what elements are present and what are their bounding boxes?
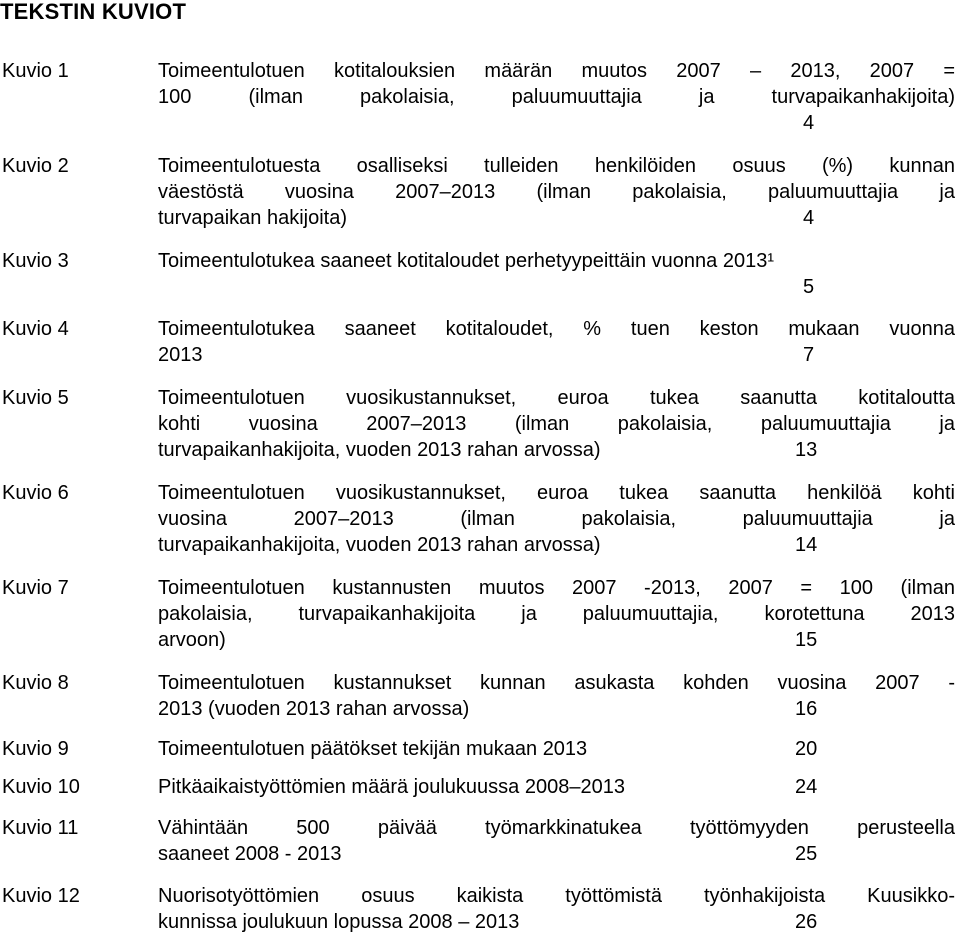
figure-title xyxy=(158,575,955,653)
figure-title-line: turvapaikan hakijoita) xyxy=(158,207,347,229)
figure-title-line: turvapaikanhakijoita, vuoden 2013 rahan arvossa) xyxy=(158,534,601,556)
figure-label: Kuvio 4 xyxy=(2,318,69,340)
figure-title-line: Toimeentulotukea saaneet kotitaloudet perhetyypeittäin vuonna 2013¹ xyxy=(158,250,774,272)
page-number: 24 xyxy=(795,776,818,798)
figure-title xyxy=(158,248,955,300)
page-number: 25 xyxy=(795,843,818,865)
page-number: 4 xyxy=(803,207,815,229)
figure-title-line: Toimeentulotuen vuosikustannukset, euroa tukea saanutta henkilöä kohti xyxy=(158,482,955,504)
figure-title-line: arvoon) xyxy=(158,629,226,651)
page-number: 7 xyxy=(803,344,815,366)
page-number: 13 xyxy=(795,439,818,461)
figure-title-line: Toimeentulotuen kotitalouksien määrän muutos 2007 – 2013, 2007 = xyxy=(158,60,955,82)
figure-title-line: vuosina 2007–2013 (ilman pakolaisia, paluumuuttajia ja xyxy=(158,508,955,530)
figure-title-line: Pitkäaikaistyöttömien määrä joulukuussa 2008–2013 xyxy=(158,776,625,798)
figure-label: Kuvio 3 xyxy=(2,250,69,272)
figure-title-line: saaneet 2008 - 2013 xyxy=(158,843,342,865)
page-number: 20 xyxy=(795,738,818,760)
figure-title xyxy=(158,774,955,800)
figure-title-line: pakolaisia, turvapaikanhakijoita ja paluumuuttajia, korotettuna 2013 xyxy=(158,603,955,625)
figure-title xyxy=(158,58,955,136)
figure-title-line: Toimeentulotuen kustannusten muutos 2007 -2013, 2007 = 100 (ilman xyxy=(158,577,955,599)
figure-title-line: 2013 (vuoden 2013 rahan arvossa) xyxy=(158,698,470,720)
figure-label: Kuvio 9 xyxy=(2,738,69,760)
figure-title-line: Vähintään 500 päivää työmarkkinatukea työttömyyden perusteella xyxy=(158,817,955,839)
figure-label: Kuvio 12 xyxy=(2,885,80,907)
figure-label: Kuvio 7 xyxy=(2,577,69,599)
figure-title-line: 100 (ilman pakolaisia, paluumuuttajia ja turvapaikanhakijoita) xyxy=(158,86,955,108)
figure-label: Kuvio 8 xyxy=(2,672,69,694)
figure-title xyxy=(158,480,955,558)
figure-label: Kuvio 1 xyxy=(2,60,69,82)
figure-title-line: väestöstä vuosina 2007–2013 (ilman pakolaisia, paluumuuttajia ja xyxy=(158,181,955,203)
figure-title xyxy=(158,883,955,935)
figure-title-line: kunnissa joulukuun lopussa 2008 – 2013 xyxy=(158,911,520,933)
figure-title-line: Nuorisotyöttömien osuus kaikista työttömistä työnhakijoista Kuusikko- xyxy=(158,885,955,907)
figure-title-line: Toimeentulotuen vuosikustannukset, euroa tukea saanutta kotitaloutta xyxy=(158,387,955,409)
page-number: 4 xyxy=(803,112,815,134)
figure-title-line: turvapaikanhakijoita, vuoden 2013 rahan arvossa) xyxy=(158,439,601,461)
figure-title-line: Toimeentulotukea saaneet kotitaloudet, % tuen keston mukaan vuonna xyxy=(158,318,955,340)
figure-label: Kuvio 2 xyxy=(2,155,69,177)
figure-title xyxy=(158,385,955,463)
page-number: 16 xyxy=(795,698,818,720)
figure-title xyxy=(158,815,955,867)
page-number: 14 xyxy=(795,534,818,556)
figure-title-line: kohti vuosina 2007–2013 (ilman pakolaisia, paluumuuttajia ja xyxy=(158,413,955,435)
figure-title xyxy=(158,153,955,231)
page-title: TEKSTIN KUVIOT xyxy=(0,0,187,24)
figure-title-line: 2013 xyxy=(158,344,203,366)
figure-title-line: Toimeentulotuesta osalliseksi tulleiden henkilöiden osuus (%) kunnan xyxy=(158,155,955,177)
figure-title-line: Toimeentulotuen päätökset tekijän mukaan 2013 xyxy=(158,738,588,760)
figure-label: Kuvio 5 xyxy=(2,387,69,409)
figure-label: Kuvio 10 xyxy=(2,776,80,798)
figure-title xyxy=(158,736,955,762)
figure-label: Kuvio 6 xyxy=(2,482,69,504)
page-number: 26 xyxy=(795,911,818,933)
page-number: 15 xyxy=(795,629,818,651)
page-number: 5 xyxy=(803,276,815,298)
figure-title xyxy=(158,670,955,722)
figure-title xyxy=(158,316,955,368)
figure-title-line: Toimeentulotuen kustannukset kunnan asukasta kohden vuosina 2007 - xyxy=(158,672,955,694)
figure-label: Kuvio 11 xyxy=(2,817,79,839)
